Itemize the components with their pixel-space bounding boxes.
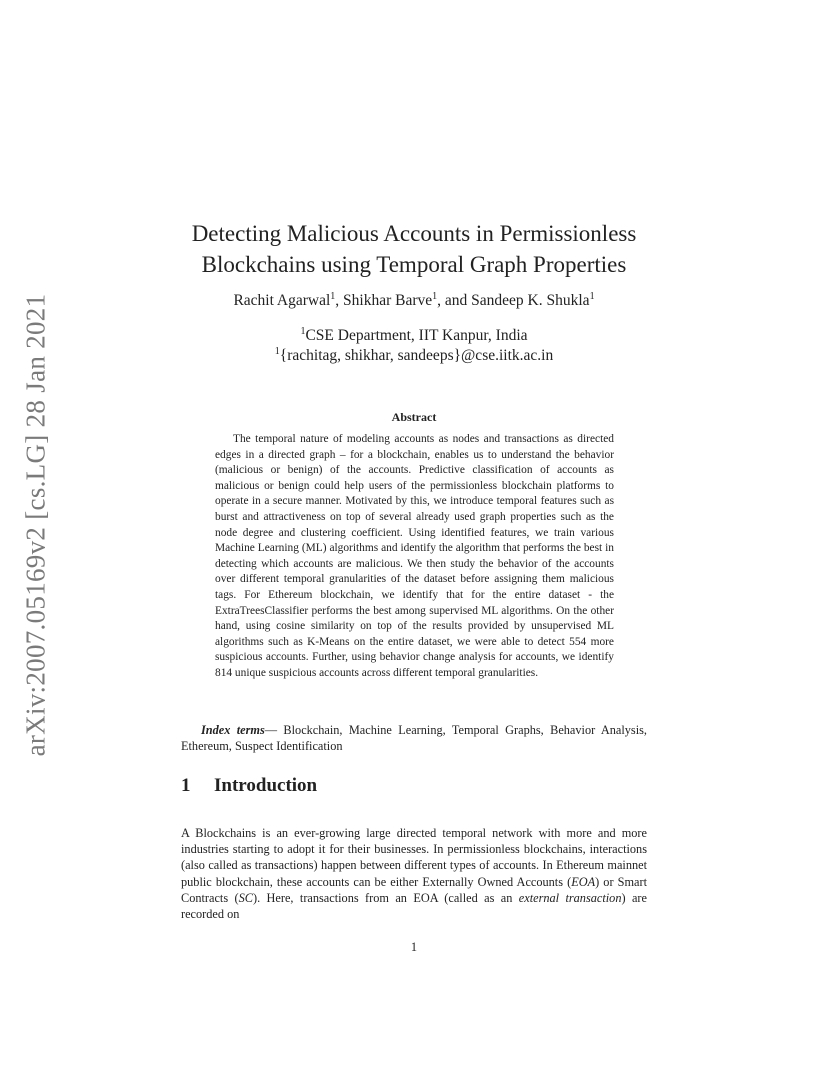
abstract-heading: Abstract: [391, 410, 437, 424]
intro-text: ) are recorded on: [181, 890, 647, 922]
section-title: Introduction: [214, 775, 318, 796]
intro-term-sc: SC: [238, 890, 253, 905]
intro-term-external-transaction: external transaction: [518, 890, 622, 905]
paper-title: Detecting Malicious Accounts in Permissionless Blockchains using Temporal Graph Properties: [191, 221, 637, 277]
index-terms-dash: —: [264, 723, 278, 737]
arxiv-identifier-stamp: [14, 290, 58, 760]
email-mark: 1: [274, 346, 280, 357]
index-terms-text: Blockchain, Machine Learning, Temporal Graphs, Behavior Analysis, Ethereum, Suspect Identification: [181, 723, 647, 753]
affiliation-mark: 1: [300, 326, 306, 337]
affiliation-text: CSE Department, IIT Kanpur, India: [305, 327, 528, 344]
email-line: [150, 346, 678, 366]
author-name: Shikhar Barve: [343, 292, 433, 309]
author-affiliation-mark: 1: [330, 291, 336, 302]
index-terms: [181, 722, 647, 754]
author-list: [150, 292, 678, 310]
abstract-text: The temporal nature of modeling accounts as nodes and transactions as directed edges in a directed graph – for a blockchain, enables us to understand the behavior (malicious or benign) of the accounts. Predictive classification of accounts as malicious or benign could help users of the permissionless blockchain platforms to operate in a secure manner. Motivated by this, we introduce temporal features such as burst and attractiveness on top of several already used graph properties such as the node degree and clustering coefficient. Using identified features, we train various Machine Learning (ML) algorithms and identify the algorithm that performs the best in detecting which accounts are malicious. We then study the behavior of the accounts over different temporal granularities of the dataset before assigning them malicious tags. For Ethereum blockchain, we identify that for the entire dataset - the ExtraTreesClassifier performs the best among supervised ML algorithms. On the other hand, using cosine similarity on top of the results provided by unsupervised ML algorithms such as K-Means on the entire dataset, we were able to detect 554 more suspicious accounts. Further, using behavior change analysis for accounts, we identify 814 unique suspicious accounts across different temporal granularities.: [215, 433, 614, 679]
affiliation-line: [150, 326, 678, 346]
author-name: Sandeep K. Shukla: [471, 292, 590, 309]
intro-text: ). Here, transactions from an EOA (called as an: [252, 890, 519, 905]
intro-term-eoa: EOA: [571, 874, 596, 889]
introduction-paragraph: [181, 825, 647, 922]
section-number: 1: [181, 775, 191, 796]
intro-text: ) or Smart Contracts (: [181, 874, 647, 905]
author-separator: ,: [335, 292, 344, 309]
intro-text: A Blockchains is an ever-growing large directed temporal network with more and more industries starting to adopt it for their businesses. In permissionless blockchains, interactions (also called as transactions) happen between different types of accounts. In Ethereum mainnet public blockchain, these accounts can be either Externally Owned Accounts (: [181, 826, 647, 889]
section-heading: [181, 775, 647, 797]
author-affiliation-mark: 1: [432, 291, 438, 302]
arxiv-stamp-text: arXiv:2007.05169v2 [cs.LG] 28 Jan 2021: [20, 293, 51, 757]
index-terms-label: Index terms: [201, 723, 265, 737]
affiliation-block: [150, 326, 678, 366]
author-name: Rachit Agarwal: [233, 292, 331, 309]
author-affiliation-mark: 1: [589, 291, 595, 302]
email-text: {rachitag, shikhar, sandeeps}@cse.iitk.ac.in: [279, 347, 554, 364]
author-separator: , and: [437, 292, 472, 309]
page-number: 1: [410, 940, 418, 954]
